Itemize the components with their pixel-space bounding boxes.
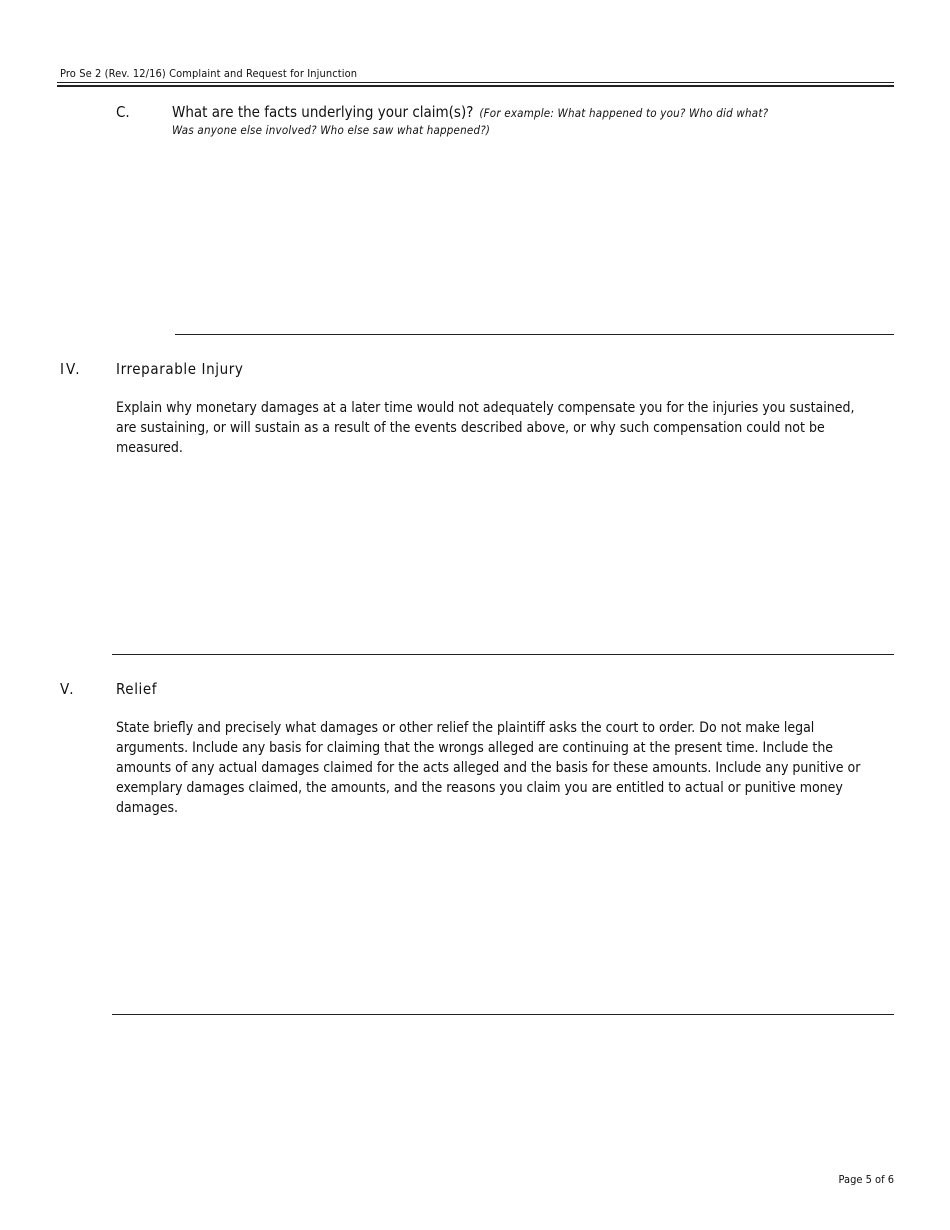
header-rule-thin xyxy=(57,82,894,83)
section-v-title: Relief xyxy=(116,680,158,698)
section-c-question: What are the facts underlying your claim(s)? xyxy=(172,103,474,121)
section-iv-answer-field[interactable] xyxy=(112,654,894,655)
section-v-instructions: State briefly and precisely what damages or other relief the plaintiff asks the court to order. Do not make legal arguments. Include any basis for claiming that the wrongs alleged are continuing at the present time. Include the amounts of any actual damages claimed for the acts alleged and the basis for these amounts. Include any punitive or exemplary damages claimed, the amounts, and the reasons you claim you are entitled to actual or punitive money damages. xyxy=(116,720,861,816)
form-header-title: Pro Se 2 (Rev. 12/16) Complaint and Request for Injunction xyxy=(60,67,358,80)
section-iv-number: IV. xyxy=(60,360,82,378)
section-v-number: V. xyxy=(60,680,76,698)
section-iv-instructions: Explain why monetary damages at a later time would not adequately compensate you for the injuries you sustained, are sustaining, or will sustain as a result of the events described above, or why such compensation could not be measured. xyxy=(116,400,855,456)
section-c-question-line xyxy=(172,103,768,121)
section-c-example-line2: Was anyone else involved? Who else saw what happened?) xyxy=(172,123,491,137)
section-iv-title: Irreparable Injury xyxy=(116,360,244,378)
section-c-answer-field[interactable] xyxy=(175,334,894,335)
section-c-label: C. xyxy=(116,103,130,121)
page-number: Page 5 of 6 xyxy=(838,1173,894,1186)
header-rule-thick xyxy=(57,85,894,87)
section-v-answer-field[interactable] xyxy=(112,1014,894,1015)
section-c-example-line1: (For example: What happened to you? Who did what? xyxy=(479,106,769,120)
